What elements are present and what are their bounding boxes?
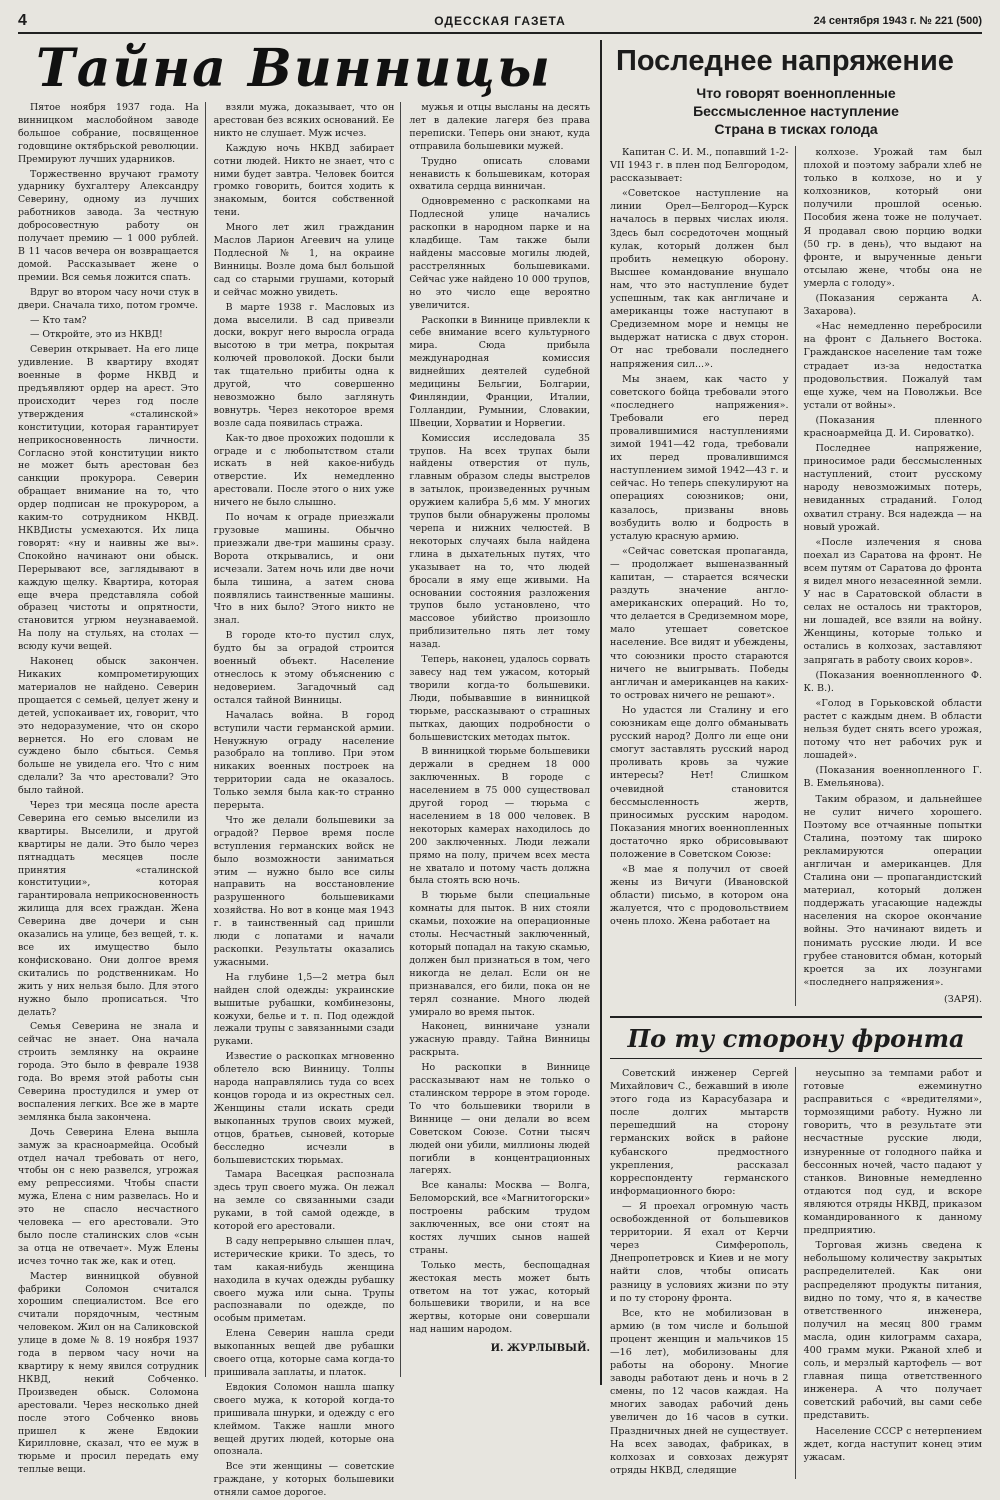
paragraph: Дочь Северина Елена вышла замуж за красноармейца. Особый отдел начал требовать от него, чтобы он с нею развелся, угрожая ему репрессиями. Чтобы спасти мужа, Елена с ним развелась. Но и это не спасло несчастного человека — его арестовали. Это было после сталинских слов «сын за отца не отвечает». Муж Елены исчез точно так же, как и отец.	[18, 1126, 199, 1267]
paragraph: Одновременно с раскопками на Подлесной улице начались раскопки в народном парке и на кладбище. Там также были найдены массовые могилы людей, расстрелянных большевиками. Сейчас уже найдено 10 000 трупов, но это число еще вероятно увеличится.	[409, 196, 591, 311]
masthead	[18, 10, 982, 34]
paragraph: Елена Северин нашла среди выкопанных вещей две рубашки своего отца, которые сама когда-то пришивала заплаты, и платок.	[213, 1328, 395, 1378]
paragraph: Торговая жизнь сведена к небольшому количеству закрытых распределителей. Как они распределяют продукты питания, видно по тому, что я, в качестве ответственного инженера, получил на месяц 800 грамм масла, один килограмм сахара, 400 грамм муки. Ржаной хлеб и соль, и мерзлый картофель — вот главная пища ответственного инженера. А что получает советский рабочий, вы сами себе представить.	[803, 1240, 982, 1422]
subtitle-line: Что говорят военнопленные	[696, 85, 896, 101]
paragraph: (Показания военнопленного Ф. К. В.).	[803, 669, 982, 694]
paragraph: Много лет жил гражданин Маслов Ларион Агеевич на улице Подлесной № 1, на окраине Винницы. Возле дома был большой сад со старыми грушами, который и сейчас можно увидеть.	[213, 222, 395, 298]
paragraph: Советский инженер Сергей Михайлович С., бежавший в июле этого года из Карасубазара и после долгих мытарств перешедший на сторону германских войск в районе кубанского предмостного укрепления, рассказал корреспонденту германского информационного бюро:	[610, 1068, 789, 1197]
page-number: 4	[18, 12, 27, 29]
article-title-right: Последнее напряжение	[616, 45, 954, 77]
paragraph: «Нас немедленно перебросили на фронт с Дальнего Востока. Гражданское население там тоже страдает из-за недостатка продовольствия. Пожалуй там еще хуже, чем на Поволжьи. Все устали от войны».	[803, 321, 982, 411]
paragraph: Как-то двое прохожих подошли к ограде и с любопытством стали искать в ней какое-нибудь отверстие. Их немедленно арестовали. После этого о них уже ничего не было слышно.	[213, 432, 395, 509]
paragraph: В городе кто-то пустил слух, будто бы за оградой строится военный объект. Население отнеслось к этому объяснению с недоверием. Загадочный сад остался тайной Винницы.	[213, 630, 395, 706]
issue-date: 24 сентября 1943 г. № 221 (500)	[813, 15, 982, 27]
paragraph: Вдруг во втором часу ночи стук в двери. Сначала тихо, потом громче.	[18, 286, 199, 311]
article-column-right-1	[610, 146, 796, 1006]
paragraph: Только месть, беспощадная жестокая месть может быть ответом на тот ужас, который большевики творили, и на все жертвы, которые они совершали над нашим народом.	[409, 1259, 591, 1336]
paragraph: Семья Северина не знала и сейчас не знает. Она начала строить землянку на окраине города. Это было в феврале 1938 года. Во время этой работы сын Северина простудился и умер от воспаления легких. Все же в марте землянка была закончена.	[18, 1021, 199, 1123]
article-vinnitsa	[18, 38, 591, 1499]
paragraph: В винницкой тюрьме большевики держали в среднем 18 000 заключенных. В городе с населением в 75 000 существовал другой город — тюрьма с населением в 18 000 человек. В некоторых камерах находилось до 200 заключенных. Люди лежали прямо на полу, причем всех места не хватало и потому часть должна была стоять всю ночь.	[409, 746, 591, 887]
paragraph: «Голод в Горьковской области растет с каждым днем. В области нельзя будет снять всего урожая, потому что нет рабочих рук и лошадей».	[803, 697, 982, 762]
paragraph: — Кто там?	[30, 314, 87, 326]
paragraph: Торжественно вручают грамоту ударнику бухгалтеру Александру Северину, одному из лучших работников завода. За честную добросовестную работу он получает премию — 1 000 рублей. В 11 часов вечера он возвращается домой. Рассказывает жене о премии. Вся семья ложится спать.	[18, 168, 199, 283]
newspaper-name: ОДЕССКАЯ ГАЗЕТА	[434, 14, 566, 28]
article-columns-right	[610, 146, 982, 1006]
author-signature: И. ЖУРЛЫВЫЙ.	[490, 1343, 591, 1355]
paragraph: Мастер винницкой обувной фабрики Соломон считался хорошим специалистом. Все его считали порядочным, честным человеком. Жил он на Саликовской улице в доме № 8. 19 ноября 1937 года в первом часу ночи на квартиру к нему явился сотрудник НКВД, некий Собченко. Произведен обыск. Соломона арестовали. Через несколько дней после этого Собченко вновь пришел к жене Евдокии Кирилловне, сказал, что ее муж в тюрьме и просил передать ему теплые вещи.	[18, 1270, 199, 1476]
article-column-right-4	[804, 1067, 983, 1479]
paragraph: колхозе. Урожай там был плохой и поэтому забрали хлеб не только в колхозе, но и у колхозников, который они получили прошлой осенью. Пособия жена тоже не получает. Я продавал свою порцию водки (50 гр. в день), что выдают на фронте, и вырученные деньги отсылаю жене, чтобы она не умерла с голоду».	[803, 147, 982, 289]
paragraph: По ночам к ограде приезжали грузовые машины. Обычно приезжали две-три машины сразу. Ворота открывались, и они исчезали. Затем ночь или две ночи была тишина, а затем снова появлялись таинственные машины. Что в них было? Этого никто не знал.	[213, 512, 395, 627]
paragraph: (Показания пленного красноармейца Д. И. Сироватко).	[803, 414, 982, 439]
paragraph: «Советское наступление на линии Орел—Белгород—Курск началось в первых числах июля. Здесь был сосредоточен мощный кулак, который должен был пробить немецкую оборону. Высшее командование внушало нам, что это наступление будет успешным, так как англичане и американцы тоже наступают в Средиземном море и немцы не выдержат натиска с двух сторон. От нас требовали последнего напряжения сил...».	[610, 188, 789, 370]
paragraph: Капитан С. И. М., попавший 1-2-VII 1943 г. в плен под Белгородом, рассказывает:	[610, 147, 789, 185]
paragraph: Через три месяца после ареста Северина его семью выселили из квартиры. Выселили, и другой квартиры не дали. Это было через пятнадцать месяцев после принятия «сталинской конституции», которая гарантировала неприкосновенность жилища для всех граждан. Жена Северина две дочери и сын оказались на улице, без вещей, т. к. все их имущество было конфисковано. Они долгое время скитались по родственникам. Но жить у них нельзя было. Для этого нужно было прописаться. Что делать?	[18, 800, 199, 1018]
article-column-1	[18, 102, 206, 1476]
paragraph: Население СССР с нетерпением ждет, когда наступит конец этим ужасам.	[803, 1425, 982, 1463]
paragraph: мужья и отцы высланы на десять лет в далекие лагеря без права переписки. Теперь они знают, куда отправила большевики мужей.	[409, 102, 591, 152]
paragraph: Но удастся ли Сталину и его союзникам еще долго обманывать русский народ? Долго ли еще они смогут заставлять русский народ проливать кровь за чужие интересы? Нет! Слишком очевидной становится бессмысленность жертв, приносимых русским народом. Показания многих военнопленных достаточно ярко обрисовывают положение в Советском Союзе:	[610, 704, 789, 860]
paragraph: Каждую ночь НКВД забирает сотни людей. Никто не знает, что с ними будет завтра. Человек боится громко говорить, боится ходить к знакомым, боится собственной тени.	[213, 142, 395, 219]
paragraph: Последнее напряжение, приносимое ради бессмысленных наступлений, стоит русскому народу невозможимых потерь, невиданных страданий. Голод охватил страну. Вся надежда — на новый урожай.	[803, 443, 982, 533]
article-subtitle	[610, 84, 982, 138]
paragraph: Трудно описать словами ненависть к большевикам, которая охватила сердца винничан.	[409, 155, 591, 193]
paragraph: Началась война. В город вступили части германской армии. Ненужную ограду население разобрало на топливо. При этом никаких военных построек на территории сада не оказалось. Только земля была как-то странно перерыта.	[213, 709, 395, 812]
paragraph: Мы знаем, как часто у советского бойца требовали этого «последнего напряжения». Требовали его перед провалившимися наступлениями зимой 1941—42 года, требовали их перед провалившимся наступлением зимой 1942—43 г. и сейчас. Но теперь спекулируют на операциях союзников; они, казалось, призваны вновь возбудить волю и бодрость в усталую красную армию.	[610, 373, 789, 542]
paragraph: Таким образом, и дальнейшее не сулит ничего хорошего. Поэтому все отчаянные попытки Сталина, поэтому так широко рекламируются операции англичан и американцев. Для Сталина они — пропагандистский материал, который должен поддержать угасающие надежды населения на скорое окончание войны. Это начинают видеть и понимать русские люди. И все грубее становится обман, который кроется за их лозунгами «последнего напряжения».	[803, 793, 982, 988]
article-columns	[18, 102, 591, 1499]
paragraph: Известие о раскопках мгновенно облетело всю Винницу. Толпы народа направлялись туда со всех концов города и из окрестных сел. Женщины стали искать среди выкопанных трупов своих мужей, отцов, братьев, сыновей, которые бесследно исчезли в большевистских тюрьмах.	[213, 1051, 395, 1166]
paragraph: Все эти женщины — советские граждане, у которых большевики отняли самое дорогое.	[213, 1461, 395, 1499]
source-credit: (ЗАРЯ).	[944, 993, 982, 1005]
paragraph: Раскопки в Виннице привлекли к себе внимание всего культурного мира. Сюда прибыла международная комиссия виднейших деятелей судебной медицины Бельгии, Болгарии, Финляндии, Франции, Италии, Голландии, Румынии, Словакии, Швеции, Хорватии и Норвегии.	[409, 314, 591, 429]
paragraph: взяли мужа, доказывает, что он арестован без всяких оснований. Ее никто не слушает. Муж исчез.	[213, 102, 395, 139]
paragraph: В марте 1938 г. Масловых из дома выселили. В сад привезли доски, вокруг него выросла ограда высотою в три метра, покрытая колючей проволокой. Доски были так тщательно прибиты одна к другой, что совершенно невозможно было заглянуть вовнутрь. Через некоторое время возле сада появилась стража.	[213, 301, 395, 429]
paragraph: Но раскопки в Виннице рассказывают нам не только о сталинском терроре в этом городе. То что большевики творили в Виннице — они делали во всем Советском Союзе. Сотни тысяч людей они убили, миллионы людей погибли в концентрационных лагерях.	[409, 1062, 591, 1177]
article-title: Тайна Винницы	[36, 38, 552, 99]
article-column-3	[409, 102, 590, 1377]
article-column-right-2	[804, 146, 983, 1006]
paragraph: Теперь, наконец, удалось сорвать завесу над тем ужасом, который творили когда-то большевики. Люди, побывавшие в винницкой тюрьме, рассказывают о страшных пытках, дающих подробности о большевистских методах пыток.	[409, 654, 591, 743]
paragraph: — Откройте, это из НКВД!	[30, 329, 163, 341]
article-title-other-side: По ту сторону фронта	[610, 1016, 982, 1059]
paragraph: неусыпно за темпами работ и готовые ежеминутно расправиться с «вредителями», тормозящими работу. Нужно ли говорить, что в результате эти несчастные русские люди, изнуренные от голодного пайка и бессонных ночей, часто падают у станков. Виновные немедленно отдаются под суд, и вскоре являются отряды НКВД, приказом командированного к данному предприятию.	[803, 1068, 982, 1237]
paragraph: (Показания военнопленного Г. В. Емельянова).	[803, 765, 982, 790]
paragraph: (Показания сержанта А. Захарова).	[803, 293, 982, 318]
paragraph: Что же делали большевики за оградой? Первое время после вступления германских войск не было возможности заниматься этим — нужно было все силы направить на восстановление разрушенного большевиками хозяйства. Но вот в конце мая 1943 г. в таинственный сад пришли люди с лопатами и начали раскопки. Результаты оказались ужасными.	[213, 814, 395, 968]
paragraph: Пятое ноября 1937 года. На винницком маслобойном заводе большое собрание, посвященное годовщине октябрьской революции. Премируют лучших ударников.	[18, 102, 199, 165]
article-column-2	[213, 102, 402, 1499]
paragraph: Все каналы: Москва — Волга, Беломорский, все «Магнитогорски» построены рабским трудом заключенных, все они стоят на костях лучших сынов нашей страны.	[409, 1180, 591, 1256]
paragraph: Тамара Васецкая распознала здесь труп своего мужа. Он лежал на земле со связанными сзади руками, в той самой одежде, в которой его арестовали.	[213, 1169, 395, 1233]
paragraph: «Сейчас советская пропаганда, — продолжает вышеназванный капитан, — старается всячески раздуть значение англо-американских операций. Но то, что делается в Средиземном море, мало утешает советское население. Все видят и убеждены, что союзники просто стараются ничего не выигрывать. Победы англичан и американцев на каких-то островах ничего не решают».	[610, 545, 789, 701]
paragraph: «В мае я получил от своей жены из Вичуги (Ивановской области) письмо, в котором она жалуется, что с продовольствием очень плохо. Жена работает на	[610, 864, 789, 928]
paragraph: — Я проехал огромную часть освобожденной от большевиков территории. Я ехал от Керчи через Симферополь, Днепропетровск и Киев и не могу найти слов, чтобы описать разницу в условиях жизни по эту и по ту сторону фронта.	[610, 1200, 789, 1304]
paragraph: Наконец обыск закончен. Никаких компрометирующих материалов не найдено. Северин прощается с семьей, целует жену и детей, успокаивает их, говорит, что это недоразумение, что он скоро вернется. Но его словам не суждено было сбыться. Семья больше не увидела его. Что с ним сделали? За что арестовали? Это было тайной.	[18, 656, 199, 797]
article-column-right-3	[610, 1067, 796, 1479]
subtitle-line: Страна в тисках голода	[714, 121, 878, 137]
paragraph: Наконец, винничане узнали ужасную правду. Тайна Винницы раскрыта.	[409, 1021, 591, 1059]
paragraph: Евдокия Соломон нашла шапку своего мужа, к которой когда-то пришивала шнурки, и одежду с его клеймом. Также нашли много вещей других людей, которые она опознала.	[213, 1381, 395, 1458]
paragraph: В тюрьме были специальные комнаты для пыток. В них стояли скамьи, похожие на операционные столы. Несчастный заключенный, который попадал на такую скамью, должен был признаться в том, чего никогда не делал. Если он не признавался, его били, пока он не терял сознание. Много людей умирало во время пыток.	[409, 890, 591, 1018]
paragraph: На глубине 1,5—2 метра был найден слой одежды: украинские вышитые рубашки, комбинезоны, кожухи, белье и т. п. Под одеждой лежали трупы с завязанными сзади руками.	[213, 971, 395, 1048]
paragraph: «После излечения я снова поехал из Саратова на фронт. Не всем путям от Саратова до фронта я видел много незасеянной земли. У нас в Саратовской области в селах не осталось ни тракторов, ни лошадей, все взяли на войну. Женщины, которые только и остались в колхозах, заставляют запрягать в работу своих коров».	[803, 536, 982, 666]
paragraph: Северин открывает. На его лице удивление. В квартиру входят военные в форме НКВД и предъявляют ордер на арест. Это происходит через год после утверждения «сталинской» конституции, которая гарантирует неприкосновенность личности. Согласно этой конституции никто не может быть арестован без санкции прокурора. Северин обращает внимание на то, что ордер подписан не прокурором, а каким-то сотрудником НКВД. НКВДисты усмехаются. Их лица говорят: «ну и наивны же вы». Спокойно начинают они обыск. Перерывают все, заглядывают в каждую щелку. Квартира, которая еще вчера представляла собой образец чистоты и опрятности, становится угрюм неузнаваемой. На полу на стульях, на столах — всюду кучи вещей.	[18, 344, 199, 653]
paragraph: Комиссия исследовала 35 трупов. На всех трупах были найдены отверстия от пуль, главным образом следы выстрелов в затылок, произведенных ручным оружием калибра 5,6 мм. У многих трупов были обнаружены проломы черепа и нижних челюстей. В некоторых случаях была найдена глина в дыхательных путях, что указывает на то, что людей бросали в яму еще живыми. На основании состояния разложения трупов было установлено, что массовое убийство произошло приблизительно пять лет тому назад.	[409, 432, 591, 651]
subtitle-line: Бессмысленное наступление	[693, 103, 899, 119]
article-columns-other-side	[610, 1067, 982, 1479]
article-last-effort	[600, 40, 982, 1476]
paragraph: Все, кто не мобилизован в армию (в том числе и большой процент женщин и мальчиков 15—16 лет), мобилизованы для работы на оборону. Многие заводы работают день и ночь в 2 смены, по 12 часов каждая. На многих заводах рабочий день увеличен до 16 часов в сутки. Праздничных дней не существует. На всех заводах, фабриках, в колхозах и совхозах дежурят отряды НКВД, следящие	[610, 1307, 789, 1476]
paragraph: В саду непрерывно слышен плач, истерические крики. То здесь, то там какая-нибудь женщина находила в кучах одежды рубашку своего мужа или сына. Трупы распознавали по одежде, по особым приметам.	[213, 1235, 395, 1325]
